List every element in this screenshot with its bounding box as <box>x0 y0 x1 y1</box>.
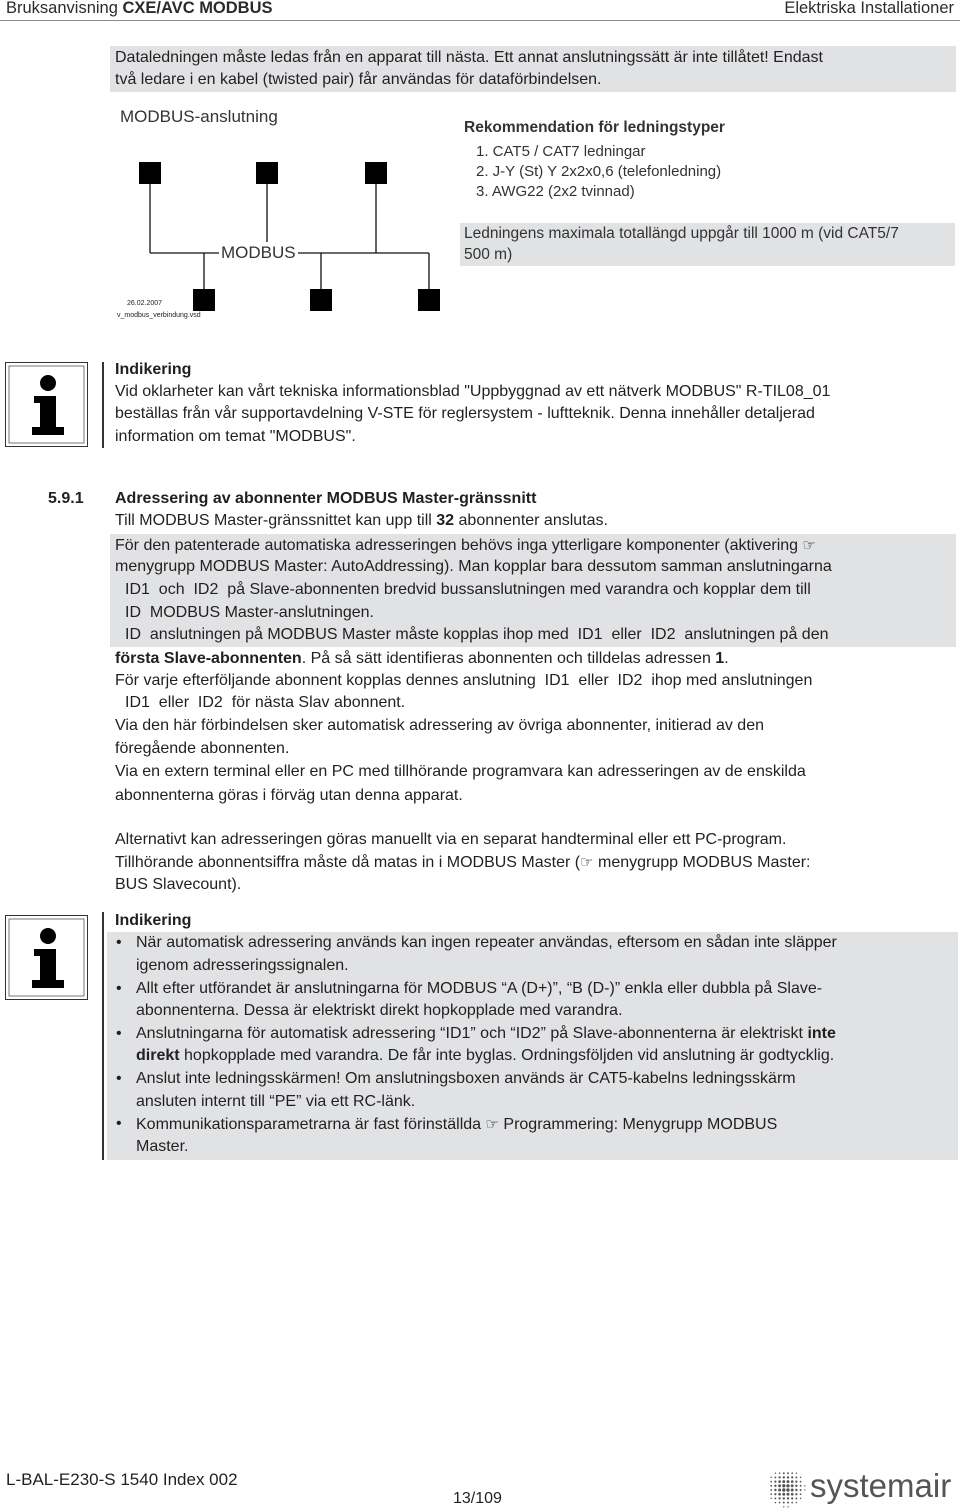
text: menygrupp MODBUS Master: <box>593 854 811 871</box>
text: . På så sätt identifieras abonnenten och tilldelas adressen <box>301 650 716 667</box>
systemair-logo <box>766 1466 956 1510</box>
section-line: menygrupp MODBUS Master: AutoAddressing). Man kopplar bara dessutom samman anslutningarna <box>115 558 832 575</box>
logo-dot-icon <box>766 1468 806 1508</box>
pointing-hand-icon: ☞ <box>802 536 816 554</box>
logo-dot <box>770 1477 771 1478</box>
logo-dot <box>774 1489 776 1491</box>
page-number: 13/109 <box>453 1490 502 1507</box>
chapter-title: Elektriska Installationer <box>784 0 954 17</box>
logo-dot <box>770 1493 772 1495</box>
logo-dot <box>795 1480 797 1482</box>
bullet-marker: • <box>116 934 122 951</box>
logo-dot <box>796 1472 797 1473</box>
logo-dot <box>778 1493 781 1496</box>
diagram-date: 26.02.2007 <box>127 300 163 307</box>
logo-dot <box>791 1484 794 1487</box>
logo-dot <box>787 1502 789 1504</box>
logo-dot <box>791 1489 794 1492</box>
logo-dot <box>787 1506 788 1507</box>
logo-dot <box>791 1480 794 1483</box>
max-length-line: Ledningens maximala totallängd uppgår till 1000 m (vid CAT5/7 <box>464 225 899 242</box>
cable-heading: Rekommendation för ledningstyper <box>464 119 725 136</box>
logo-dot <box>783 1497 785 1499</box>
text-bold: direkt <box>136 1047 180 1064</box>
logo-dot <box>770 1498 771 1499</box>
bullet-marker: • <box>116 1025 122 1042</box>
brand-wordmark: systemair <box>810 1467 952 1504</box>
note-line: beställas från vår supportavdelning V-STE för reglersystem - luftteknik. Denna innehåller detaljerad <box>115 405 815 422</box>
logo-dot <box>795 1489 797 1491</box>
logo-dot <box>787 1493 790 1496</box>
section-line: ID1 och ID2 på Slave-abonnenten bredvid bussanslutningen med varandra och kopplar dem till <box>125 581 811 598</box>
logo-dot <box>795 1497 797 1499</box>
pointing-hand-icon: ☞ <box>580 853 594 871</box>
logo-dot <box>795 1476 797 1478</box>
text-bold: inte <box>807 1025 836 1042</box>
logo-dot <box>775 1502 776 1503</box>
logo-dot <box>804 1485 805 1486</box>
text: abonnenter anslutas. <box>454 512 608 529</box>
section-line: BUS Slavecount). <box>115 876 242 893</box>
text: hopkopplade med varandra. De får inte byglas. Ordningsföljden vid anslutning är godtycklig. <box>179 1047 835 1064</box>
logo-dot <box>778 1489 781 1492</box>
document-id: L-BAL-E230-S 1540 Index 002 <box>6 1470 238 1489</box>
cable-item: 2. J-Y (St) Y 2x2x0,6 (telefonledning) <box>476 163 722 180</box>
logo-dot <box>791 1493 794 1496</box>
logo-dot <box>787 1497 789 1499</box>
logo-dot <box>783 1472 785 1474</box>
note-line: Vid oklarheter kan vårt tekniska informationsblad "Uppbyggnad av ett nätverk MODBUS" R-TIL08_01 <box>115 383 831 400</box>
note-line: Anslut inte ledningsskärmen! Om anslutningsboxen används är CAT5-kabelns ledningsskärm <box>136 1070 796 1087</box>
logo-dot <box>787 1480 790 1483</box>
section-line: abonnenterna göras i förväg utan denna apparat. <box>115 787 463 804</box>
logo-dot <box>804 1489 805 1490</box>
note-heading: Indikering <box>115 912 192 929</box>
logo-dot <box>782 1488 785 1491</box>
info-icon <box>5 915 88 1000</box>
logo-dot <box>782 1484 785 1487</box>
pointing-hand-icon: ☞ <box>485 1115 499 1133</box>
note-line: igenom adresseringssignalen. <box>136 957 349 974</box>
modbus-wiring-diagram <box>0 0 460 330</box>
info-icon <box>5 362 88 447</box>
note-line: När automatisk adressering används kan ingen repeater användas, eftersom en sådan inte släpper <box>136 934 837 951</box>
logo-dot <box>779 1472 781 1474</box>
logo-dot <box>800 1477 801 1478</box>
text: Programmering: Menygrupp MODBUS <box>498 1116 778 1133</box>
logo-dot <box>791 1472 793 1474</box>
logo-dot <box>800 1485 802 1487</box>
section-line <box>115 511 608 531</box>
logo-dot <box>770 1489 772 1491</box>
bullet-marker: • <box>116 1070 122 1087</box>
logo-dot <box>783 1502 785 1504</box>
max-length-line: 500 m) <box>464 246 513 263</box>
logo-dot <box>786 1488 789 1491</box>
logo-dot <box>787 1472 789 1474</box>
section-line <box>115 852 811 873</box>
section-line <box>115 535 816 556</box>
note-bar <box>102 912 104 1160</box>
note-heading: Indikering <box>115 361 192 378</box>
intro-line: Dataledningen måste ledas från en apparat till nästa. Ett annat anslutningssätt är inte tillåtet! Endast <box>115 49 823 66</box>
section-line: Via en extern terminal eller en PC med tillhörande programvara kan adresseringen av de enskilda <box>115 763 806 780</box>
bullet-marker: • <box>116 1115 122 1132</box>
note-line: ansluten internt till “PE” via ett RC-länk. <box>136 1093 416 1110</box>
note-line: Master. <box>136 1138 189 1155</box>
note-line <box>136 1024 836 1044</box>
document-title-bold: CXE/AVC MODBUS <box>122 0 273 17</box>
device-node <box>256 162 278 184</box>
section-line: Via den här förbindelsen sker automatisk adressering av övriga abonnenter, initierad av den <box>115 717 764 734</box>
logo-dot <box>791 1497 793 1499</box>
diagram-filename: v_modbus_verbindung.vsd <box>117 312 201 319</box>
cable-item: 1. CAT5 / CAT7 ledningar <box>476 143 646 160</box>
logo-dot <box>774 1497 776 1499</box>
logo-dot <box>778 1484 781 1487</box>
bullet-marker: • <box>116 980 122 997</box>
document-title-regular: Bruksanvisning <box>6 0 118 17</box>
logo-dot <box>779 1502 781 1504</box>
logo-dot <box>778 1497 780 1499</box>
bus-label: MODBUS <box>221 243 296 262</box>
logo-dot <box>783 1476 785 1478</box>
logo-dot <box>779 1476 781 1478</box>
section-line: ID MODBUS Master-anslutningen. <box>125 604 374 621</box>
intro-line: två ledare i en kabel (twisted pair) får användas för dataförbindelsen. <box>115 71 602 88</box>
section-line: För varje efterföljande abonnent kopplas dennes anslutning ID1 eller ID2 ihop med anslutningen <box>115 672 813 689</box>
note-line: abonnenterna. Dessa är elektriskt direkt hopkopplade med varandra. <box>136 1002 623 1019</box>
logo-dot <box>775 1472 776 1473</box>
device-node <box>193 289 215 311</box>
device-node <box>310 289 332 311</box>
section-title: Adressering av abonnenter MODBUS Master-gränssnitt <box>115 490 537 507</box>
device-node <box>418 289 440 311</box>
text-bold: första Slave-abonnenten <box>115 650 302 667</box>
logo-dot <box>783 1506 784 1507</box>
section-number: 5.9.1 <box>48 490 84 507</box>
logo-dot <box>800 1481 802 1483</box>
logo-dot <box>800 1489 802 1491</box>
logo-dot <box>795 1493 797 1495</box>
device-node <box>365 162 387 184</box>
logo-dot <box>770 1485 772 1487</box>
logo-dot <box>796 1502 797 1503</box>
text: Anslutningarna för automatisk adressering “ID1” och “ID2” på Slave-abonnenterna är elektriskt <box>136 1025 808 1042</box>
logo-dot <box>791 1502 793 1504</box>
note-line: information om temat "MODBUS". <box>115 428 356 445</box>
logo-dot <box>774 1493 776 1495</box>
device-node <box>139 162 161 184</box>
logo-dot <box>787 1476 789 1478</box>
text: Kommunikationsparametrarna är fast förinställda <box>136 1116 486 1133</box>
section-line: föregående abonnenten. <box>115 740 290 757</box>
section-line <box>115 649 729 669</box>
cable-item: 3. AWG22 (2x2 tvinnad) <box>476 183 635 200</box>
note-bar <box>102 362 104 448</box>
text: Till MODBUS Master-gränssnittet kan upp till <box>115 512 437 529</box>
note-line <box>136 1114 777 1135</box>
logo-dot <box>786 1484 789 1487</box>
logo-dot <box>774 1476 776 1478</box>
logo-dot <box>778 1480 781 1483</box>
logo-dot <box>800 1498 801 1499</box>
logo-dot <box>795 1485 797 1487</box>
logo-dot <box>791 1476 793 1478</box>
logo-dot <box>770 1481 772 1483</box>
note-line <box>136 1046 834 1066</box>
max-subscribers-value: 32 <box>436 512 455 529</box>
section-line: Alternativt kan adresseringen göras manuellt via en separat handterminal eller ett PC-program. <box>115 831 787 848</box>
text: För den patenterade automatiska adresseringen behövs inga ytterligare komponenter (aktivering <box>115 537 803 554</box>
text: . <box>724 650 729 667</box>
note-line: Allt efter utförandet är anslutningarna för MODBUS “A (D+)”, “B (D-)” enkla eller dubbla på Slave- <box>136 980 823 997</box>
text: Tillhörande abonnentsiffra måste då matas in i MODBUS Master ( <box>115 854 581 871</box>
address-value: 1 <box>715 650 725 667</box>
diagram-title: MODBUS-anslutning <box>120 107 278 126</box>
section-line: ID anslutningen på MODBUS Master måste kopplas ihop med ID1 eller ID2 anslutningen på den <box>125 626 829 643</box>
logo-dot <box>774 1481 776 1483</box>
logo-dot <box>782 1480 785 1483</box>
logo-dot <box>774 1485 776 1487</box>
logo-dot <box>782 1493 785 1496</box>
section-line: ID1 eller ID2 för nästa Slav abonnent. <box>125 694 406 711</box>
logo-dot <box>800 1493 802 1495</box>
